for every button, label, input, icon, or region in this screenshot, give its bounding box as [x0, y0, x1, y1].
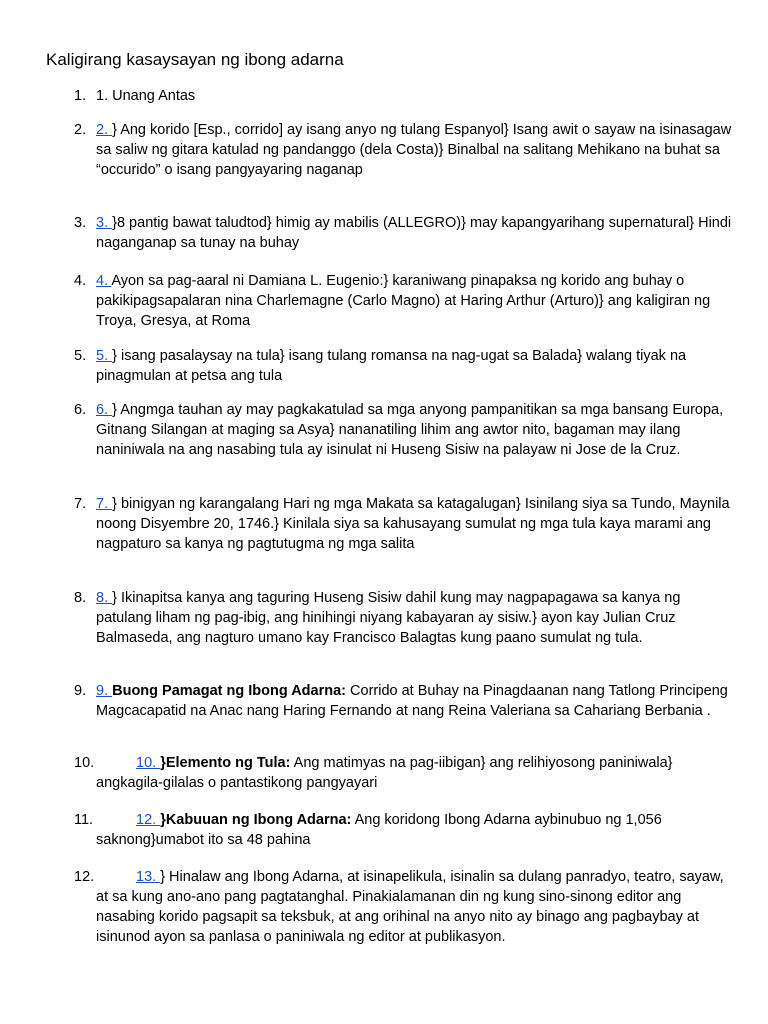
item-body: Ang koridong Ibong Adarna aybinubuo ng 1,056 saknong}umabot ito sa 48 pahina: [96, 812, 662, 848]
item-body: } binigyan ng karangalang Hari ng mga Makata sa katagalugan} Isinilang siya sa Tundo, Maynila noong Disyembre 20, 1746.} Kinilala siya sa kahusayang sumulat ng mga tula kaya marami ang nagpaturo sa kanya ng pagtutugma ng mga salita: [96, 496, 730, 552]
item-link[interactable]: 10.: [136, 755, 161, 771]
item-body: Ayon sa pag-aaral ni Damiana L. Eugenio:} karaniwang pinapaksa ng korido ang buhay o pakikipagsapalaran nina Charlemagne (Carlo Magno) at Haring Arthur (Arturo)} ang kaligiran ng Troya, Gresya, at Roma: [96, 273, 711, 329]
item-text: [96, 588, 736, 648]
item-heading: }Kabuuan ng Ibong Adarna:: [160, 812, 352, 828]
item-body: } Ikinapitsa kanya ang taguring Huseng Sisiw dahil kung may nagpapagawa sa kanya ng patulang liham ng pag-ibig, ang hinihingi niyang kabayaran ay sisiw.} ayon kay Julian Cruz Balmaseda, ang nagturo umano kay Francisco Balagtas kung paano sumulat ng tula.: [96, 590, 681, 646]
item-link[interactable]: 5.: [96, 348, 113, 364]
item-heading: Buong Pamagat ng Ibong Adarna:: [112, 683, 347, 699]
item-text: [96, 400, 736, 460]
item-number: 4.: [74, 273, 87, 289]
item-number: 2.: [74, 122, 87, 138]
item-number: 8.: [74, 590, 87, 606]
item-number: 12.: [74, 869, 95, 885]
item-number: 9.: [74, 683, 87, 699]
item-number: 5.: [74, 348, 87, 364]
item-link[interactable]: 13.: [136, 869, 161, 885]
item-number: 7.: [74, 496, 87, 512]
item-link[interactable]: 3.: [96, 215, 113, 231]
item-body: 1. Unang Antas: [96, 88, 196, 104]
item-link[interactable]: 2.: [96, 122, 113, 138]
item-text: [96, 867, 736, 947]
item-number: 10.: [74, 755, 95, 771]
item-body: } Hinalaw ang Ibong Adarna, at isinapelikula, isinalin sa dulang panradyo, teatro, sayaw, at sa kung ano-ano pang pagtatanghal. Pinakialamanan din ng kung sino-sinong editor ang nasabing korido pagsapit sa teksbuk, at ang orihinal na anyo nito ay binago ang pagbaybay at isinunod ayon sa panlasa o paniniwala ng editor at publikasyon.: [96, 869, 724, 945]
item-text: [96, 494, 736, 554]
item-link[interactable]: 7.: [96, 496, 113, 512]
item-text: [96, 86, 736, 106]
item-number: 1.: [74, 88, 87, 104]
item-link[interactable]: 12.: [136, 812, 161, 828]
item-number: 6.: [74, 402, 87, 418]
item-link[interactable]: 8.: [96, 590, 113, 606]
item-number: 3.: [74, 215, 87, 231]
item-body: Corrido at Buhay na Pinagdaanan nang Tatlong Principeng Magcacapatid na Anac nang Haring Fernando at nang Reina Valeriana sa Cahariang Berbania .: [96, 683, 728, 719]
item-body: }8 pantig bawat taludtod} himig ay mabilis (ALLEGRO)} may kapangyarihang supernatural} Hindi naganganap sa tunay na buhay: [96, 215, 732, 251]
item-text: [96, 120, 736, 180]
item-body: Ang matimyas na pag-iibigan} ang relihiyosong paniniwala} angkagila-gilalas o pantastikong pangyayari: [96, 755, 673, 791]
item-number: 11.: [74, 812, 94, 828]
item-text: [96, 213, 736, 253]
item-text: [96, 271, 736, 331]
item-text: [96, 681, 736, 721]
item-body: } Angmga tauhan ay may pagkakatulad sa mga anyong pampanitikan sa mga bansang Europa, Gitnang Silangan at maging sa Asya} nananatiling lihim ang awtor nito, bagaman may ilang naniniwala na ang nasabing tula ay isinulat ni Huseng Sisiw na palayaw ni Jose de la Cruz.: [96, 402, 724, 458]
item-link[interactable]: 4.: [96, 273, 112, 289]
item-heading: }Elemento ng Tula:: [160, 755, 291, 771]
item-text: [96, 346, 736, 386]
item-text: [96, 810, 736, 850]
document-title: Kaligirang kasaysayan ng ibong adarna: [46, 50, 344, 69]
item-body: } isang pasalaysay na tula} isang tulang romansa na nag-ugat sa Balada} walang tiyak na pinagmulan at petsa ang tula: [96, 348, 687, 384]
item-body: } Ang korido [Esp., corrido] ay isang anyo ng tulang Espanyol} Isang awit o sayaw na isinasagaw sa saliw ng gitara katulad ng pandanggo (dela Costa)} Binalbal na salitang Mehikano na buhat sa “occurido” o isang pangyayaring naganap: [96, 122, 732, 178]
item-text: [96, 753, 736, 793]
item-link[interactable]: 9.: [96, 683, 113, 699]
item-link[interactable]: 6.: [96, 402, 113, 418]
